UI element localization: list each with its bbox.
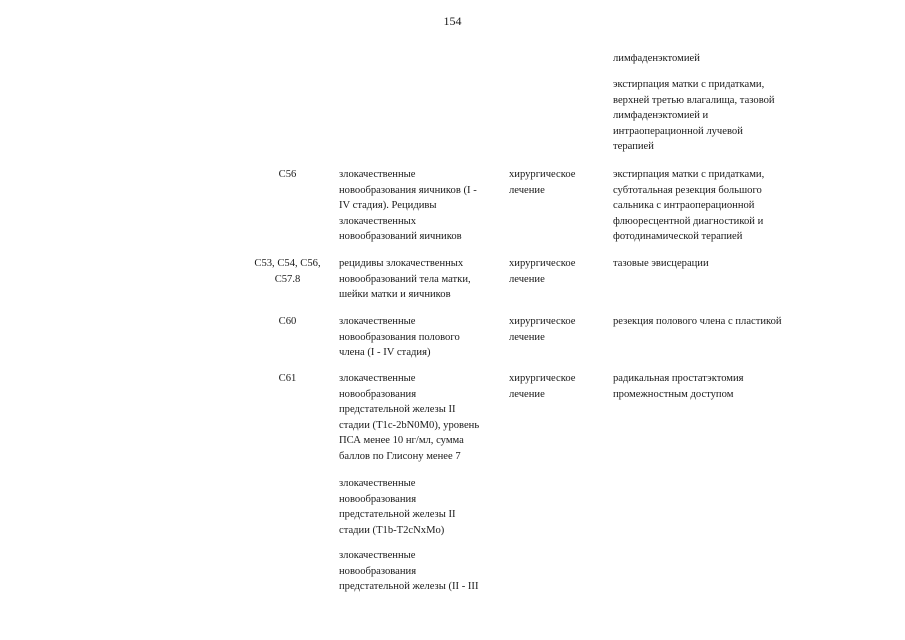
diagnosis-text: злокачественные новообразования полового члена (I - IV стадия) — [339, 316, 460, 358]
method-text: резекция полового члена с пластикой — [613, 316, 782, 327]
method-text: радикальная простатэктомия промежностным доступом — [613, 373, 744, 400]
treatment-type: хирургическое лечение — [509, 316, 576, 343]
treatment-type: хирургическое лечение — [509, 169, 576, 196]
page-number: 154 — [443, 14, 462, 28]
method-text: лимфаденэктомией — [613, 53, 700, 64]
diagnosis-code: C60 — [278, 316, 297, 327]
diagnosis-code: C61 — [278, 373, 297, 384]
method-text: экстирпация матки с придатками, субтотальная резекция большого сальника с интраоперационной флюоресцентной диагностикой и фотодинамической терапией — [613, 169, 765, 242]
diagnosis-text: злокачественные новообразования предстательной железы (II - III — [339, 550, 479, 592]
diagnosis-text: злокачественные новообразования яичников (I - IV стадия). Рецидивы злокачественных новообразований яичников — [339, 169, 477, 242]
method-text: тазовые эвисцерации — [613, 258, 709, 269]
method-text: экстирпация матки с придатками, верхней третью влагалища, тазовой лимфаденэктомией и интраоперационной лучевой терапией — [613, 79, 775, 152]
treatment-type: хирургическое лечение — [509, 258, 576, 285]
diagnosis-text: рецидивы злокачественных новообразований тела матки, шейки матки и яичников — [339, 258, 471, 300]
diagnosis-text: злокачественные новообразования предстательной железы II стадии (T1c-2bN0M0), уровень ПСА менее 10 нг/мл, сумма баллов по Глисону менее 7 — [339, 373, 480, 462]
diagnosis-code: C56 — [278, 169, 297, 180]
treatment-type: хирургическое лечение — [509, 373, 576, 400]
diagnosis-code: C53, C54, C56, C57.8 — [254, 258, 321, 285]
diagnosis-text: злокачественные новообразования предстательной железы II стадии (T1b-T2cNxMo) — [339, 478, 456, 536]
